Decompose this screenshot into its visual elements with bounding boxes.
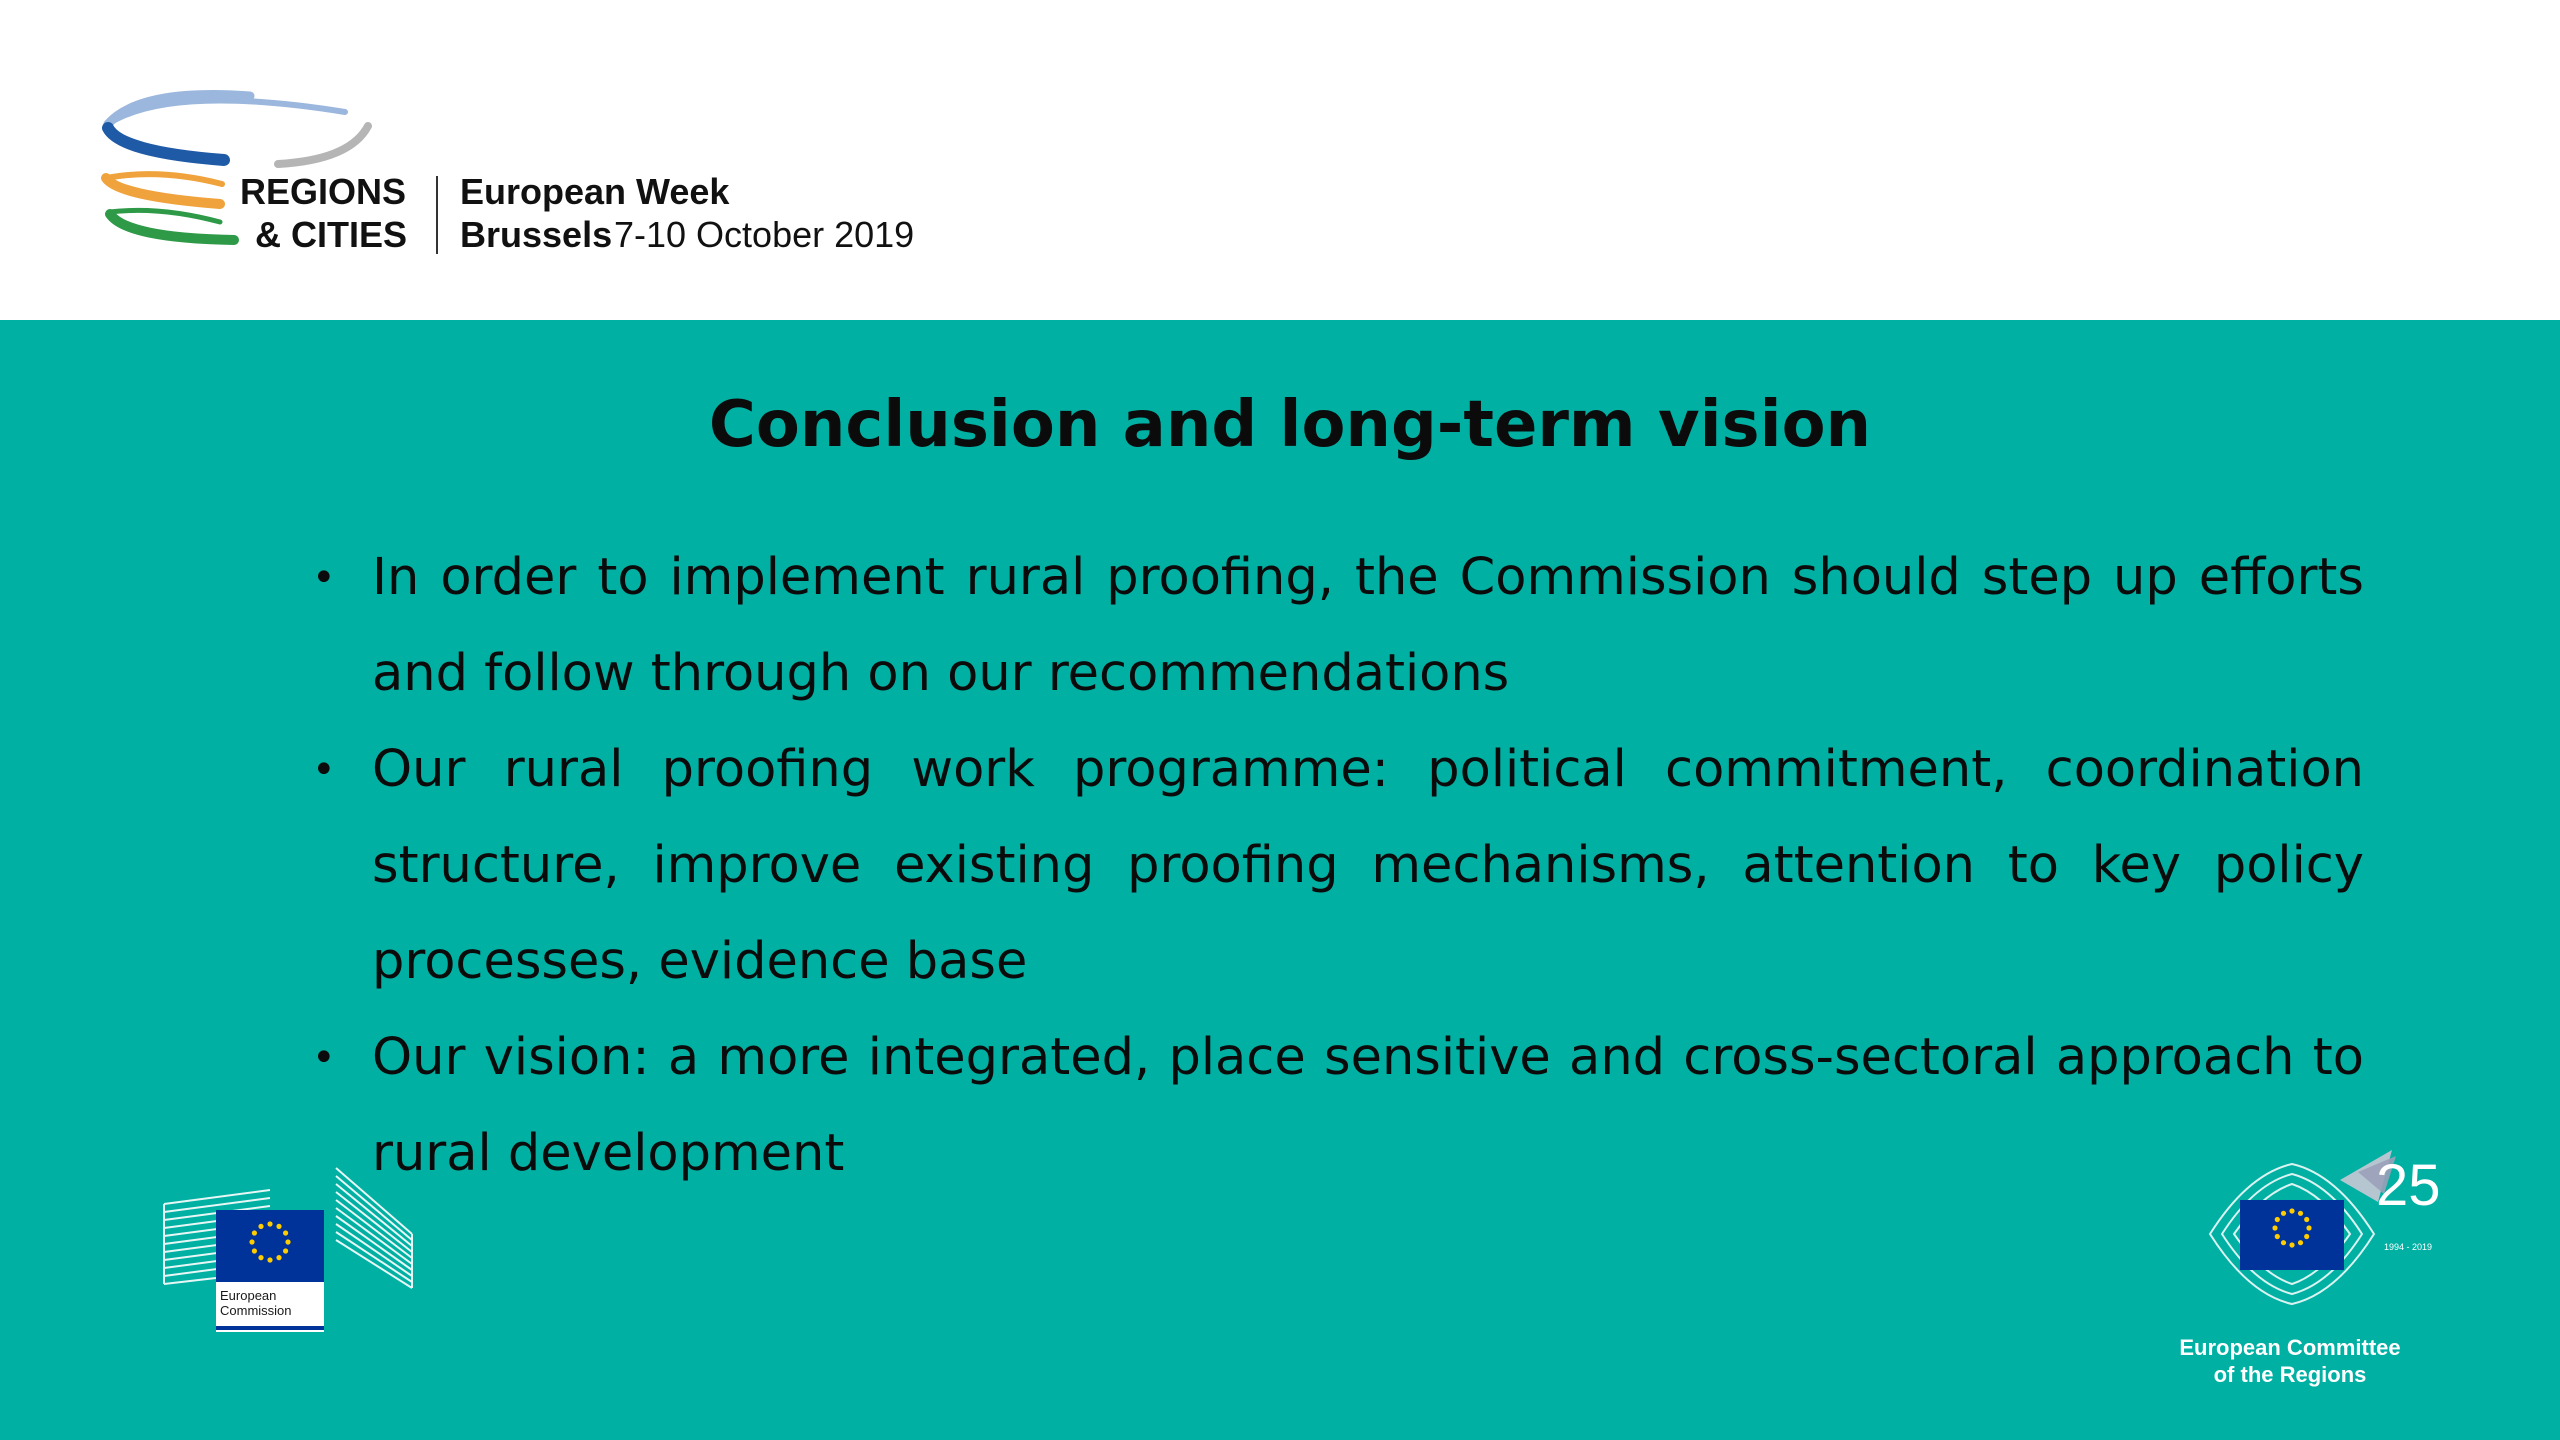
logo-city-text: Brussels — [460, 214, 613, 255]
cor-logo-line1: European Committee — [2179, 1335, 2401, 1360]
bullet-list — [300, 530, 2364, 1202]
bullet-item: • Our vision: a more integrated, place sensitive and cross-sectoral approach to rural development — [300, 1010, 2364, 1202]
european-commission-logo — [160, 1160, 420, 1340]
logo-regions-text: REGIONS — [240, 171, 407, 212]
ec-logo-text — [220, 1288, 292, 1318]
regions-cities-logo — [100, 90, 920, 270]
slide-title: Conclusion and long-term vision — [708, 388, 1872, 462]
cor-anniversary-years: 1994 - 2019 — [2384, 1242, 2433, 1252]
logo-cities-text: & CITIES — [255, 214, 408, 255]
header — [0, 0, 2560, 320]
cor-logo-line2: of the Regions — [2213, 1362, 2367, 1387]
bullet-item: • Our rural proofing work programme: political commitment, coordination structure, improve existing proofing mechanisms, attention to key policy processes, evidence base — [300, 722, 2364, 1010]
logo-divider — [436, 176, 438, 254]
logo-event-text: European Week — [460, 171, 730, 212]
bullet-item: • In order to implement rural proofing, the Commission should step up efforts and follow through on our recommendations — [300, 530, 2364, 722]
ec-logo-line1: European — [220, 1288, 277, 1303]
committee-of-regions-logo — [2170, 1150, 2470, 1390]
logo-dates-text: 7-10 October 2019 — [614, 214, 915, 255]
ec-logo-line2: Commission — [220, 1303, 292, 1318]
cor-anniversary-number: 25 — [2376, 1153, 2441, 1218]
